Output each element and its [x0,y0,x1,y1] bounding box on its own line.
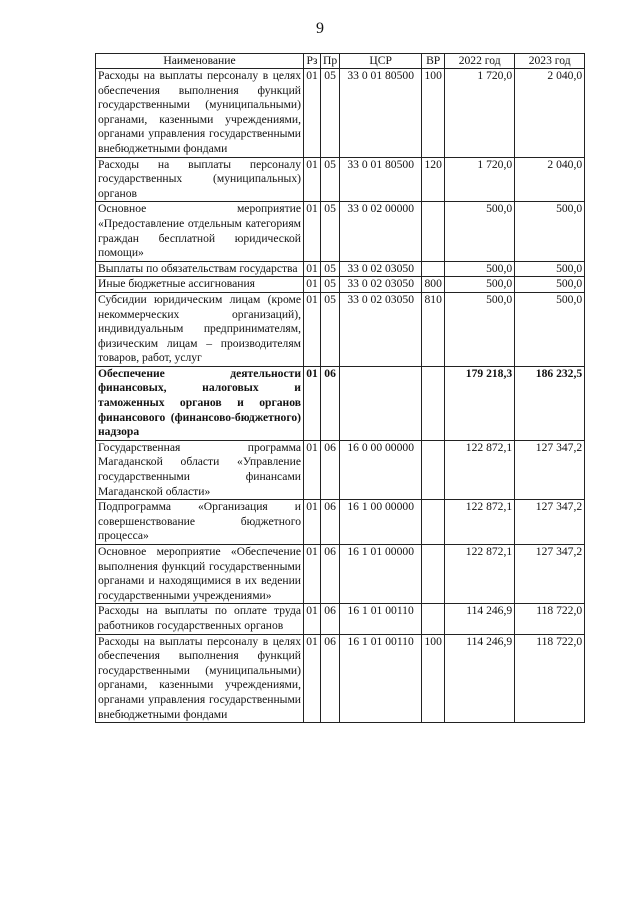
row-name: Расходы на выплаты персоналу в целях обеспечения выполнения функций государственными (муниципальными) органами, казенными учреждениями, органами управления государственными внебюджетными фондами [96,634,304,723]
row-2023: 127 347,2 [515,545,585,604]
row-pr: 06 [321,440,340,499]
table-row [96,292,585,366]
row-csr: 33 0 02 03050 [340,292,422,366]
row-2023: 2 040,0 [515,157,585,202]
row-2022: 179 218,3 [445,366,515,440]
row-pr: 06 [321,366,340,440]
row-rz: 01 [304,366,321,440]
row-rz: 01 [304,202,321,261]
table-row [96,634,585,723]
row-pr: 06 [321,634,340,723]
row-csr: 33 0 01 80500 [340,157,422,202]
header-csr: ЦСР [340,54,422,69]
row-csr: 16 1 00 00000 [340,500,422,545]
budget-table [95,53,585,723]
row-vr: 810 [422,292,445,366]
row-rz: 01 [304,277,321,293]
row-2023: 500,0 [515,292,585,366]
row-2022: 500,0 [445,261,515,277]
table-row [96,440,585,499]
row-vr: 800 [422,277,445,293]
header-pr: Пр [321,54,340,69]
row-2022: 1 720,0 [445,157,515,202]
header-row [96,54,585,69]
row-2023: 118 722,0 [515,634,585,723]
row-2023: 118 722,0 [515,604,585,634]
row-name: Основное мероприятие «Предоставление отдельным категориям граждан бесплатной юридической помощи» [96,202,304,261]
row-2023: 2 040,0 [515,69,585,158]
row-pr: 05 [321,202,340,261]
header-2022: 2022 год [445,54,515,69]
row-name: Основное мероприятие «Обеспечение выполнения функций государственными органами и находящимися в их ведении государственными учреждениями» [96,545,304,604]
row-vr [422,604,445,634]
row-2022: 122 872,1 [445,545,515,604]
row-rz: 01 [304,604,321,634]
table-row [96,500,585,545]
table-row [96,69,585,158]
row-pr: 05 [321,277,340,293]
table-row [96,157,585,202]
row-2022: 500,0 [445,277,515,293]
row-csr: 33 0 02 03050 [340,277,422,293]
row-name: Обеспечение деятельности финансовых, налоговых и таможенных органов и органов финансового (финансово-бюджетного) надзора [96,366,304,440]
row-rz: 01 [304,157,321,202]
header-rz: Рз [304,54,321,69]
row-2023: 186 232,5 [515,366,585,440]
row-vr [422,202,445,261]
row-pr: 05 [321,69,340,158]
table-row [96,277,585,293]
row-name: Расходы на выплаты по оплате труда работников государственных органов [96,604,304,634]
table-row-section [96,366,585,440]
row-name: Иные бюджетные ассигнования [96,277,304,293]
row-rz: 01 [304,545,321,604]
row-name: Подпрограмма «Организация и совершенствование бюджетного процесса» [96,500,304,545]
page-number: 9 [316,20,324,37]
row-2023: 127 347,2 [515,440,585,499]
row-rz: 01 [304,500,321,545]
row-vr [422,500,445,545]
row-name: Субсидии юридическим лицам (кроме некоммерческих организаций), индивидуальным предпринимателям, физическим лицам – производителям товаров, работ, услуг [96,292,304,366]
row-name: Государственная программа Магаданской области «Управление государственными финансами Магаданской области» [96,440,304,499]
row-name: Выплаты по обязательствам государства [96,261,304,277]
row-pr: 05 [321,157,340,202]
row-2022: 1 720,0 [445,69,515,158]
row-2022: 122 872,1 [445,440,515,499]
row-vr [422,261,445,277]
row-2023: 500,0 [515,202,585,261]
row-vr [422,366,445,440]
row-vr [422,440,445,499]
row-csr: 33 0 01 80500 [340,69,422,158]
row-rz: 01 [304,634,321,723]
row-name: Расходы на выплаты персоналу в целях обеспечения выполнения функций государственными (муниципальными) органами, казенными учреждениями, органами управления государственными внебюджетными фондами [96,69,304,158]
row-vr: 100 [422,634,445,723]
row-csr: 16 1 01 00000 [340,545,422,604]
row-pr: 06 [321,604,340,634]
row-vr: 120 [422,157,445,202]
header-vr: ВР [422,54,445,69]
table-row [96,604,585,634]
row-csr: 16 1 01 00110 [340,634,422,723]
table-row [96,545,585,604]
row-2022: 500,0 [445,202,515,261]
row-rz: 01 [304,292,321,366]
row-2022: 500,0 [445,292,515,366]
header-2023: 2023 год [515,54,585,69]
row-pr: 06 [321,545,340,604]
row-vr: 100 [422,69,445,158]
row-2023: 500,0 [515,261,585,277]
row-csr: 16 0 00 00000 [340,440,422,499]
row-pr: 05 [321,261,340,277]
row-csr [340,366,422,440]
row-2022: 122 872,1 [445,500,515,545]
row-csr: 33 0 02 00000 [340,202,422,261]
row-rz: 01 [304,69,321,158]
row-vr [422,545,445,604]
row-pr: 05 [321,292,340,366]
row-rz: 01 [304,261,321,277]
row-rz: 01 [304,440,321,499]
row-pr: 06 [321,500,340,545]
table-row [96,202,585,261]
table-row [96,261,585,277]
row-csr: 33 0 02 03050 [340,261,422,277]
row-2023: 500,0 [515,277,585,293]
row-csr: 16 1 01 00110 [340,604,422,634]
row-2022: 114 246,9 [445,634,515,723]
row-name: Расходы на выплаты персоналу государственных (муниципальных) органов [96,157,304,202]
row-2023: 127 347,2 [515,500,585,545]
header-name: Наименование [96,54,304,69]
row-2022: 114 246,9 [445,604,515,634]
